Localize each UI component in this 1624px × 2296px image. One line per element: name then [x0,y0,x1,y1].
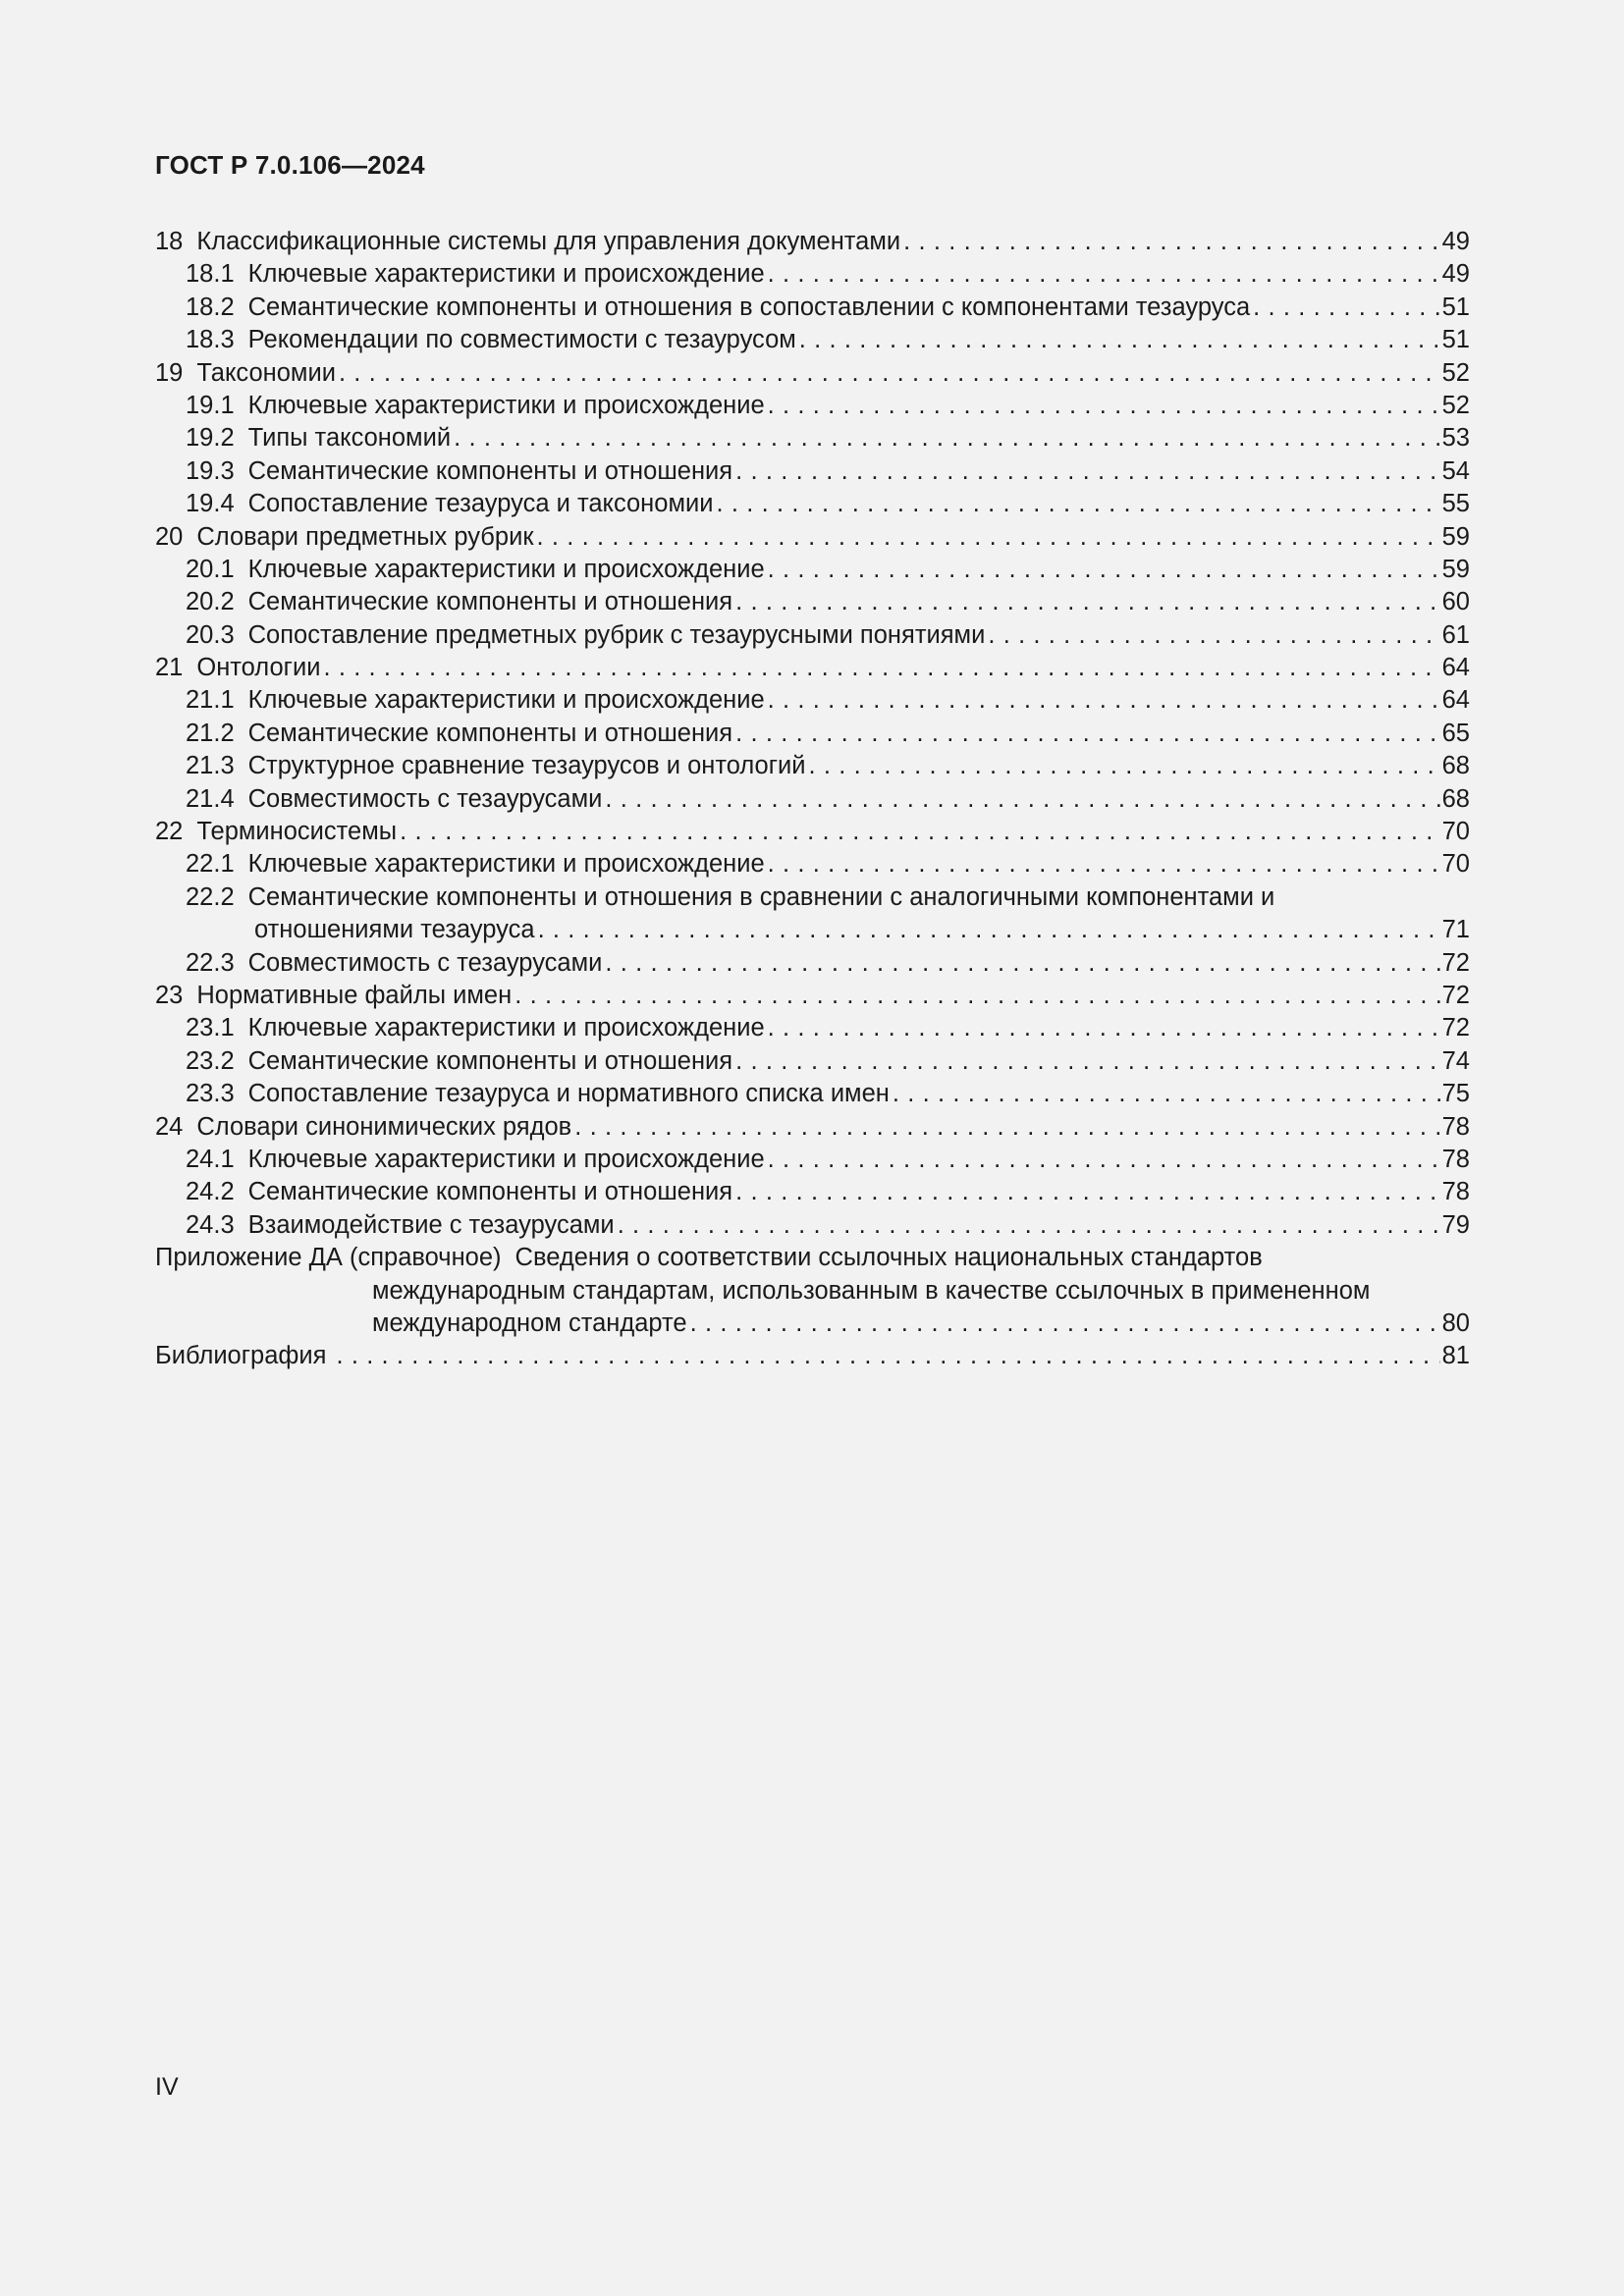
toc-leader-dots [768,1012,1440,1044]
toc-entry-22-2[interactable] [155,881,1470,914]
toc-entry-title: Семантические компоненты и отношения [247,719,733,747]
toc-leader-dots [893,1078,1440,1110]
toc-entry-page: 52 [1441,358,1470,387]
toc-entry-number: 24 [155,1112,184,1141]
toc-entry-appendix-line2[interactable] [155,1275,1470,1308]
toc-entry-title: Семантические компоненты и отношения в сопоставлении с компонентами тезауруса [247,293,1251,321]
toc-entry-title: Библиография [155,1342,327,1370]
toc-leader-dots [537,521,1440,554]
toc-entry-24-2[interactable] [155,1176,1470,1208]
toc-leader-dots [735,586,1440,618]
toc-entry-number: 24.1 [186,1145,235,1173]
toc-entry-number: 19.3 [186,456,235,485]
toc-entry-19[interactable] [155,357,1470,390]
toc-entry-title: Классификационные системы для управления документами [196,228,901,255]
toc-entry-page: 68 [1441,752,1470,780]
toc-entry-title: Совместимость с тезаурусами [247,948,603,977]
toc-leader-dots [574,1111,1439,1144]
toc-entry-number: 20 [155,522,184,551]
appendix-label: Приложение ДА (справочное) [155,1244,502,1272]
toc-entry-page: 51 [1441,293,1470,321]
toc-leader-dots [768,390,1440,422]
toc-entry-number: 21.4 [186,784,235,813]
toc-entry-number: 22 [155,818,184,846]
toc-leader-dots [605,783,1439,816]
toc-entry-number: 23.2 [186,1046,235,1075]
toc-entry-number: 22.3 [186,948,235,977]
toc-entry-21-2[interactable] [155,718,1470,750]
toc-entry-number: 22.1 [186,850,235,879]
toc-entry-22-3[interactable] [155,947,1470,980]
toc-entry-title: Ключевые характеристики и происхождение [247,850,765,879]
toc-entry-24[interactable] [155,1111,1470,1144]
toc-leader-dots [988,619,1439,652]
toc-leader-dots [323,652,1439,684]
toc-entry-title: Ключевые характеристики и происхождение [247,1145,765,1173]
toc-entry-title: Семантические компоненты и отношения [247,1046,733,1075]
toc-entry-page: 65 [1441,719,1470,747]
toc-leader-dots [400,816,1440,848]
toc-entry-page: 78 [1441,1112,1470,1141]
toc-entry-18-2[interactable] [155,292,1470,324]
toc-entry-number: 22.2 [186,882,235,911]
toc-entry-21-3[interactable] [155,750,1470,782]
toc-entry-bibliography[interactable] [155,1340,1470,1372]
toc-entry-number: 19.1 [186,391,235,419]
toc-entry-number: 21.1 [186,686,235,715]
toc-entry-number: 23.1 [186,1014,235,1042]
toc-entry-number: 20.1 [186,555,235,583]
toc-leader-dots [605,947,1439,980]
toc-entry-number: 20.2 [186,588,235,616]
toc-entry-page: 72 [1441,948,1470,977]
document-code: ГОСТ Р 7.0.106—2024 [155,150,425,180]
toc-entry-title: Структурное сравнение тезаурусов и онтологий [247,752,806,780]
toc-entry-number: 19.2 [186,424,235,453]
toc-entry-title: Таксономии [196,358,336,387]
toc-entry-19-4[interactable] [155,488,1470,520]
toc-entry-22-1[interactable] [155,848,1470,881]
toc-entry-page: 59 [1441,522,1470,551]
toc-leader-dots [903,226,1439,258]
toc-entry-title: Сопоставление тезауруса и таксономии [247,490,714,518]
toc-entry-18-1[interactable] [155,258,1470,291]
toc-entry-appendix[interactable] [155,1242,1470,1274]
toc-entry-page: 78 [1441,1145,1470,1173]
toc-entry-title: Ключевые характеристики и происхождение [247,686,765,715]
toc-leader-dots [1253,292,1439,324]
toc-leader-dots [538,914,1440,946]
toc-entry-title: Ключевые характеристики и происхождение [247,555,765,583]
toc-entry-title: Взаимодействие с тезаурусами [247,1210,615,1239]
toc-entry-number: 21 [155,654,184,682]
toc-entry-title: Ключевые характеристики и происхождение [247,1014,765,1042]
toc-entry-title: Нормативные файлы имен [196,981,513,1009]
toc-entry-title: Словари предметных рубрик [196,522,534,551]
toc-entry-number: 18.1 [186,260,235,289]
toc-entry-21-1[interactable] [155,684,1470,717]
toc-leader-dots [768,554,1440,586]
toc-entry-title: Семантические компоненты и отношения [247,588,733,616]
toc-entry-number: 24.2 [186,1178,235,1206]
toc-leader-dots [618,1209,1440,1242]
toc-leader-dots [768,848,1440,881]
toc-entry-page: 70 [1441,850,1470,879]
toc-leader-dots [768,1144,1440,1176]
toc-entry-19-1[interactable] [155,390,1470,422]
toc-entry-title: Ключевые характеристики и происхождение [247,260,765,289]
toc-entry-number: 21.3 [186,752,235,780]
toc-entry-number: 18 [155,228,184,255]
toc-entry-18[interactable] [155,226,1470,258]
toc-entry-title: Типы таксономий [247,424,452,453]
toc-entry-number: 18.2 [186,293,235,321]
toc-leader-dots [768,258,1440,291]
toc-leader-dots [716,488,1439,520]
toc-entry-page: 53 [1441,424,1470,453]
toc-entry-20[interactable] [155,521,1470,554]
toc-entry-24-3[interactable] [155,1209,1470,1242]
toc-entry-23-1[interactable] [155,1012,1470,1044]
table-of-contents [155,226,1470,1373]
toc-entry-21[interactable] [155,652,1470,684]
toc-leader-dots [514,980,1439,1012]
toc-entry-24-1[interactable] [155,1144,1470,1176]
toc-leader-dots [336,1340,1439,1372]
toc-entry-number: 24.3 [186,1210,235,1239]
toc-entry-page: 64 [1441,686,1470,715]
toc-entry-23-3[interactable] [155,1078,1470,1110]
toc-entry-20-3[interactable] [155,619,1470,652]
toc-entry-page: 55 [1441,490,1470,518]
toc-entry-title: Семантические компоненты и отношения [247,1178,733,1206]
toc-leader-dots [735,718,1440,750]
toc-entry-19-3[interactable] [155,455,1470,488]
toc-entry-20-2[interactable] [155,586,1470,618]
toc-entry-19-2[interactable] [155,422,1470,454]
toc-entry-page: 81 [1441,1342,1470,1370]
toc-entry-page: 60 [1441,588,1470,616]
toc-entry-number: 23.3 [186,1080,235,1108]
toc-entry-page: 75 [1441,1080,1470,1108]
page-number: IV [155,2073,179,2101]
toc-entry-title: Сопоставление предметных рубрик с тезаурусными понятиями [247,620,986,649]
toc-leader-dots [768,684,1440,717]
toc-entry-22-2-continuation[interactable] [155,914,1470,946]
toc-entry-title: Онтологии [196,654,321,682]
toc-entry-23[interactable] [155,980,1470,1012]
toc-entry-number: 19.4 [186,490,235,518]
toc-leader-dots [735,1176,1440,1208]
toc-entry-title: Словари синонимических рядов [196,1112,572,1141]
toc-entry-title: Сопоставление тезауруса и нормативного списка имен [247,1080,890,1108]
toc-entry-23-2[interactable] [155,1045,1470,1078]
toc-entry-page: 54 [1441,456,1470,485]
toc-entry-page: 72 [1441,1014,1470,1042]
toc-entry-number: 19 [155,358,184,387]
toc-entry-18-3[interactable] [155,324,1470,356]
toc-entry-title: Совместимость с тезаурусами [247,784,603,813]
toc-entry-page: 49 [1441,228,1470,255]
toc-entry-page: 61 [1441,620,1470,649]
toc-leader-dots [339,357,1440,390]
toc-leader-dots [454,422,1440,454]
toc-entry-page: 49 [1441,260,1470,289]
toc-entry-page: 78 [1441,1178,1470,1206]
toc-entry-page: 72 [1441,981,1470,1009]
toc-entry-page: 70 [1441,818,1470,846]
toc-entry-page: 59 [1441,555,1470,583]
toc-entry-page: 51 [1441,326,1470,354]
appendix-title: Сведения о соответствии ссылочных национальных стандартов [514,1244,1263,1272]
appendix-title-continuation: международным стандартам, использованным в качестве ссылочных в примененном [372,1276,1371,1305]
toc-entry-title: Терминосистемы [196,818,398,846]
toc-entry-number: 20.3 [186,620,235,649]
toc-leader-dots [735,455,1440,488]
toc-leader-dots [690,1308,1440,1340]
toc-entry-page: 71 [1441,916,1470,944]
toc-entry-number: 18.3 [186,326,235,354]
toc-entry-number: 21.2 [186,719,235,747]
toc-entry-page: 64 [1441,654,1470,682]
toc-entry-title: Семантические компоненты и отношения [247,456,733,485]
toc-entry-20-1[interactable] [155,554,1470,586]
toc-entry-page: 79 [1441,1210,1470,1239]
toc-entry-page: 80 [1441,1308,1470,1337]
toc-entry-title: Семантические компоненты и отношения в сравнении с аналогичными компонентами и [247,882,1275,911]
toc-entry-title: Рекомендации по совместимости с тезаурусом [247,326,796,354]
toc-entry-22[interactable] [155,816,1470,848]
toc-leader-dots [809,750,1440,782]
toc-entry-number: 23 [155,981,184,1009]
toc-entry-page: 52 [1441,391,1470,419]
toc-entry-21-4[interactable] [155,783,1470,816]
toc-entry-page: 68 [1441,784,1470,813]
toc-entry-appendix-line3[interactable] [155,1308,1470,1340]
toc-entry-page: 74 [1441,1046,1470,1075]
toc-entry-title-continuation: отношениями тезауруса [254,916,535,944]
appendix-title-continuation: международном стандарте [372,1308,687,1337]
toc-leader-dots [799,324,1440,356]
toc-leader-dots [735,1045,1440,1078]
toc-entry-title: Ключевые характеристики и происхождение [247,391,765,419]
